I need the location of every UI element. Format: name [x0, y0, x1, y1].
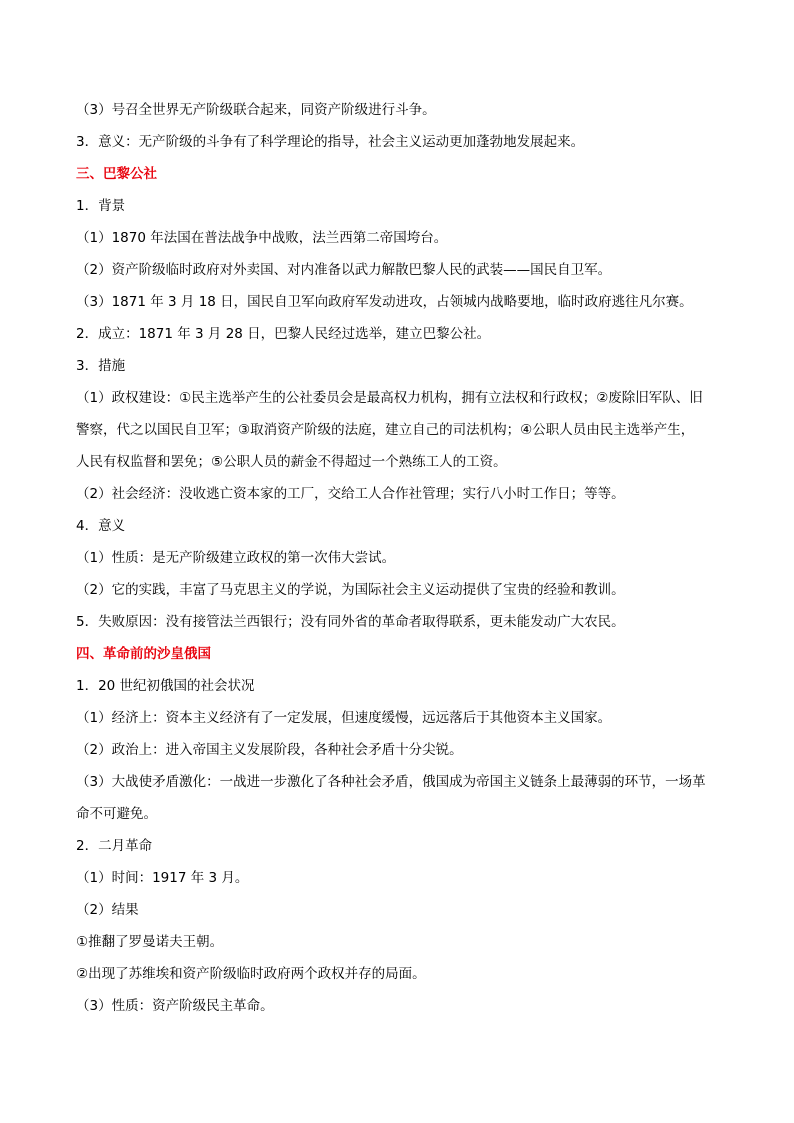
- list-item: （2）政治上：进入帝国主义发展阶段，各种社会矛盾十分尖锐。: [76, 742, 463, 758]
- list-item: （3）号召全世界无产阶级联合起来，同资产阶级进行斗争。: [76, 102, 436, 118]
- list-item: （1）性质：是无产阶级建立政权的第一次伟大尝试。: [76, 550, 396, 566]
- paragraph-line: 警察，代之以国民自卫军；③取消资产阶级的法庭，建立自己的司法机构；④公职人员由民主选举产生，: [76, 422, 695, 438]
- list-item: （2）结果: [76, 902, 139, 918]
- paragraph-line: （1）政权建设：①民主选举产生的公社委员会是最高权力机构，拥有立法权和行政权；②废除旧军队、旧: [76, 390, 703, 406]
- subsection-title: 1．20 世纪初俄国的社会状况: [76, 678, 255, 694]
- paragraph-line: （3）大战使矛盾激化：一战进一步激化了各种社会矛盾，俄国成为帝国主义链条上最薄弱的环节，一场革: [76, 774, 706, 790]
- list-item: （1）经济上：资本主义经济有了一定发展，但速度缓慢，远远落后于其他资本主义国家。: [76, 710, 612, 726]
- list-item: ②出现了苏维埃和资产阶级临时政府两个政权并存的局面。: [76, 966, 426, 982]
- section-heading: 四、革命前的沙皇俄国: [76, 646, 211, 662]
- list-item: （2）它的实践，丰富了马克思主义的学说，为国际社会主义运动提供了宝贵的经验和教训。: [76, 582, 625, 598]
- section-heading: 三、巴黎公社: [76, 166, 157, 182]
- subsection-title: 4．意义: [76, 518, 126, 534]
- list-item: 5．失败原因：没有接管法兰西银行；没有同外省的革命者取得联系，更未能发动广大农民。: [76, 614, 625, 630]
- paragraph-line: 命不可避免。: [76, 806, 157, 822]
- paragraph-line: 人民有权监督和罢免；⑤公职人员的薪金不得超过一个熟练工人的工资。: [76, 454, 507, 470]
- list-item: （2）社会经济：没收逃亡资本家的工厂，交给工人合作社管理；实行八小时工作日；等等。: [76, 486, 625, 502]
- list-item: （3）性质：资产阶级民主革命。: [76, 998, 274, 1014]
- list-item: ①推翻了罗曼诺夫王朝。: [76, 934, 224, 950]
- list-item: （3）1871 年 3 月 18 日，国民自卫军向政府军发动进攻，占领城内战略要地，临时政府逃往凡尔赛。: [76, 294, 693, 310]
- subsection-title: 2．二月革命: [76, 838, 153, 854]
- list-item: 2．成立：1871 年 3 月 28 日，巴黎人民经过选举，建立巴黎公社。: [76, 326, 491, 342]
- list-item: 3．意义：无产阶级的斗争有了科学理论的指导，社会主义运动更加蓬勃地发展起来。: [76, 134, 585, 150]
- subsection-title: 3．措施: [76, 358, 126, 374]
- subsection-title: 1．背景: [76, 198, 126, 214]
- list-item: （2）资产阶级临时政府对外卖国、对内准备以武力解散巴黎人民的武装——国民自卫军。: [76, 262, 612, 278]
- list-item: （1）时间：1917 年 3 月。: [76, 870, 249, 886]
- list-item: （1）1870 年法国在普法战争中战败，法兰西第二帝国垮台。: [76, 230, 448, 246]
